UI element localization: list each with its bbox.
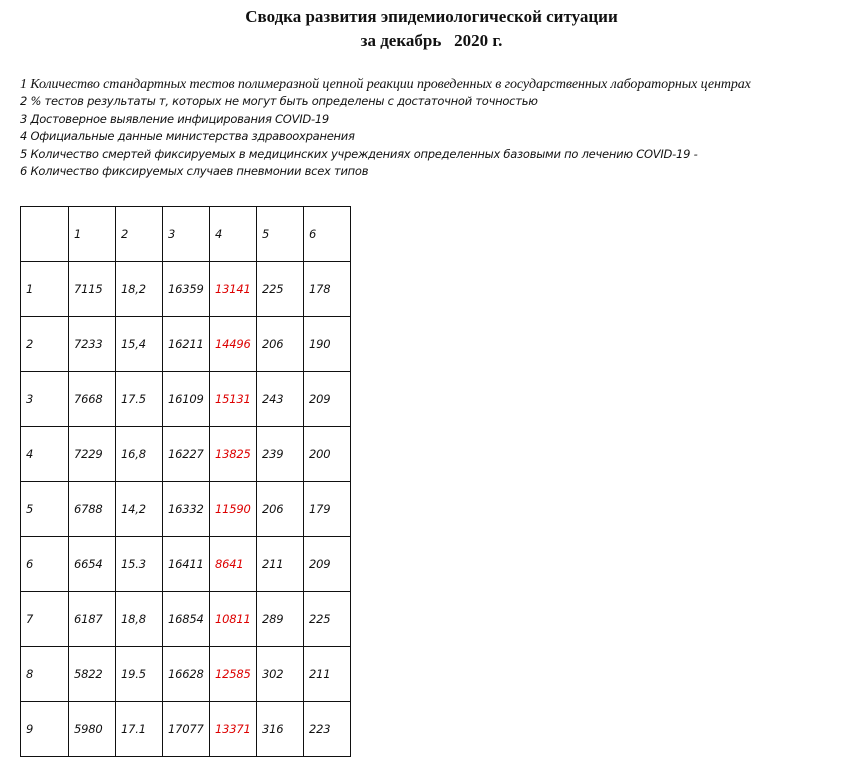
row-number-cell: 5 <box>21 482 69 537</box>
table-cell: 16332 <box>163 482 210 537</box>
data-table <box>20 206 351 757</box>
table-cell: 206 <box>257 317 304 372</box>
table-row <box>21 482 351 537</box>
table-cell: 289 <box>257 592 304 647</box>
table-cell: 15.3 <box>116 537 163 592</box>
table-cell: 16227 <box>163 427 210 482</box>
table-header-row <box>21 207 351 262</box>
table-cell: 14,2 <box>116 482 163 537</box>
table-cell: 6187 <box>69 592 116 647</box>
table-cell: 200 <box>304 427 351 482</box>
table-cell: 13141 <box>210 262 257 317</box>
table-cell: 16411 <box>163 537 210 592</box>
table-row <box>21 647 351 702</box>
table-row <box>21 372 351 427</box>
table-row <box>21 317 351 372</box>
legend-note-1: 1 Количество стандартных тестов полимеразной цепной реакции проведенных в государственных лабораторных центрах <box>20 77 751 92</box>
table-row <box>21 262 351 317</box>
table-cell: 16211 <box>163 317 210 372</box>
table-cell: 19.5 <box>116 647 163 702</box>
table-header-cell: 4 <box>210 207 257 262</box>
table-cell: 316 <box>257 702 304 757</box>
row-number-cell: 2 <box>21 317 69 372</box>
row-number-cell: 7 <box>21 592 69 647</box>
table-cell: 5980 <box>69 702 116 757</box>
table-cell: 15131 <box>210 372 257 427</box>
legend-note-6: 6 Количество фиксируемых случаев пневмонии всех типов <box>20 164 369 179</box>
row-number-cell: 3 <box>21 372 69 427</box>
row-number-cell: 1 <box>21 262 69 317</box>
table-cell: 17.5 <box>116 372 163 427</box>
table-header-cell: 2 <box>116 207 163 262</box>
row-number-cell: 8 <box>21 647 69 702</box>
table-cell: 7115 <box>69 262 116 317</box>
table-row <box>21 702 351 757</box>
table-header-cell: 3 <box>163 207 210 262</box>
row-number-cell: 9 <box>21 702 69 757</box>
table-cell: 12585 <box>210 647 257 702</box>
page-subtitle: за декабрь 2020 г. <box>360 31 503 50</box>
row-number-cell: 4 <box>21 427 69 482</box>
table-cell: 11590 <box>210 482 257 537</box>
table-cell: 302 <box>257 647 304 702</box>
table-cell: 211 <box>304 647 351 702</box>
table-corner-cell <box>21 207 69 262</box>
legend-note-3: 3 Достоверное выявление инфицирования COVID-19 <box>20 111 329 126</box>
table-cell: 14496 <box>210 317 257 372</box>
table-cell: 16628 <box>163 647 210 702</box>
table-cell: 5822 <box>69 647 116 702</box>
table-cell: 13825 <box>210 427 257 482</box>
table-cell: 8641 <box>210 537 257 592</box>
table-cell: 179 <box>304 482 351 537</box>
table-cell: 17077 <box>163 702 210 757</box>
table-cell: 17.1 <box>116 702 163 757</box>
legend-note-5: 5 Количество смертей фиксируемых в медицинских учреждениях определенных базовыми по лечению COVID-19 - <box>20 146 698 161</box>
table-cell: 243 <box>257 372 304 427</box>
legend-note-2: 2 % тестов результаты т, которых не могут быть определены с достаточной точностью <box>20 94 538 109</box>
table-cell: 16854 <box>163 592 210 647</box>
table-cell: 13371 <box>210 702 257 757</box>
table-cell: 209 <box>304 372 351 427</box>
table-cell: 18,2 <box>116 262 163 317</box>
table-cell: 190 <box>304 317 351 372</box>
table-cell: 15,4 <box>116 317 163 372</box>
table-cell: 211 <box>257 537 304 592</box>
page-title: Сводка развития эпидемиологической ситуации <box>245 7 618 26</box>
column-legend <box>20 76 863 180</box>
table-row <box>21 537 351 592</box>
row-number-cell: 6 <box>21 537 69 592</box>
legend-note-4: 4 Официальные данные министерства здравоохранения <box>20 129 355 144</box>
table-cell: 223 <box>304 702 351 757</box>
table-cell: 239 <box>257 427 304 482</box>
table-cell: 16,8 <box>116 427 163 482</box>
table-cell: 178 <box>304 262 351 317</box>
table-cell: 7233 <box>69 317 116 372</box>
table-cell: 16109 <box>163 372 210 427</box>
table-cell: 18,8 <box>116 592 163 647</box>
table-header-cell: 6 <box>304 207 351 262</box>
table-cell: 16359 <box>163 262 210 317</box>
table-cell: 209 <box>304 537 351 592</box>
table-cell: 10811 <box>210 592 257 647</box>
table-header-cell: 5 <box>257 207 304 262</box>
table-row <box>21 427 351 482</box>
table-cell: 6788 <box>69 482 116 537</box>
table-cell: 206 <box>257 482 304 537</box>
table-cell: 6654 <box>69 537 116 592</box>
table-cell: 225 <box>304 592 351 647</box>
table-row <box>21 592 351 647</box>
table-cell: 7668 <box>69 372 116 427</box>
table-cell: 225 <box>257 262 304 317</box>
table-cell: 7229 <box>69 427 116 482</box>
table-header-cell: 1 <box>69 207 116 262</box>
